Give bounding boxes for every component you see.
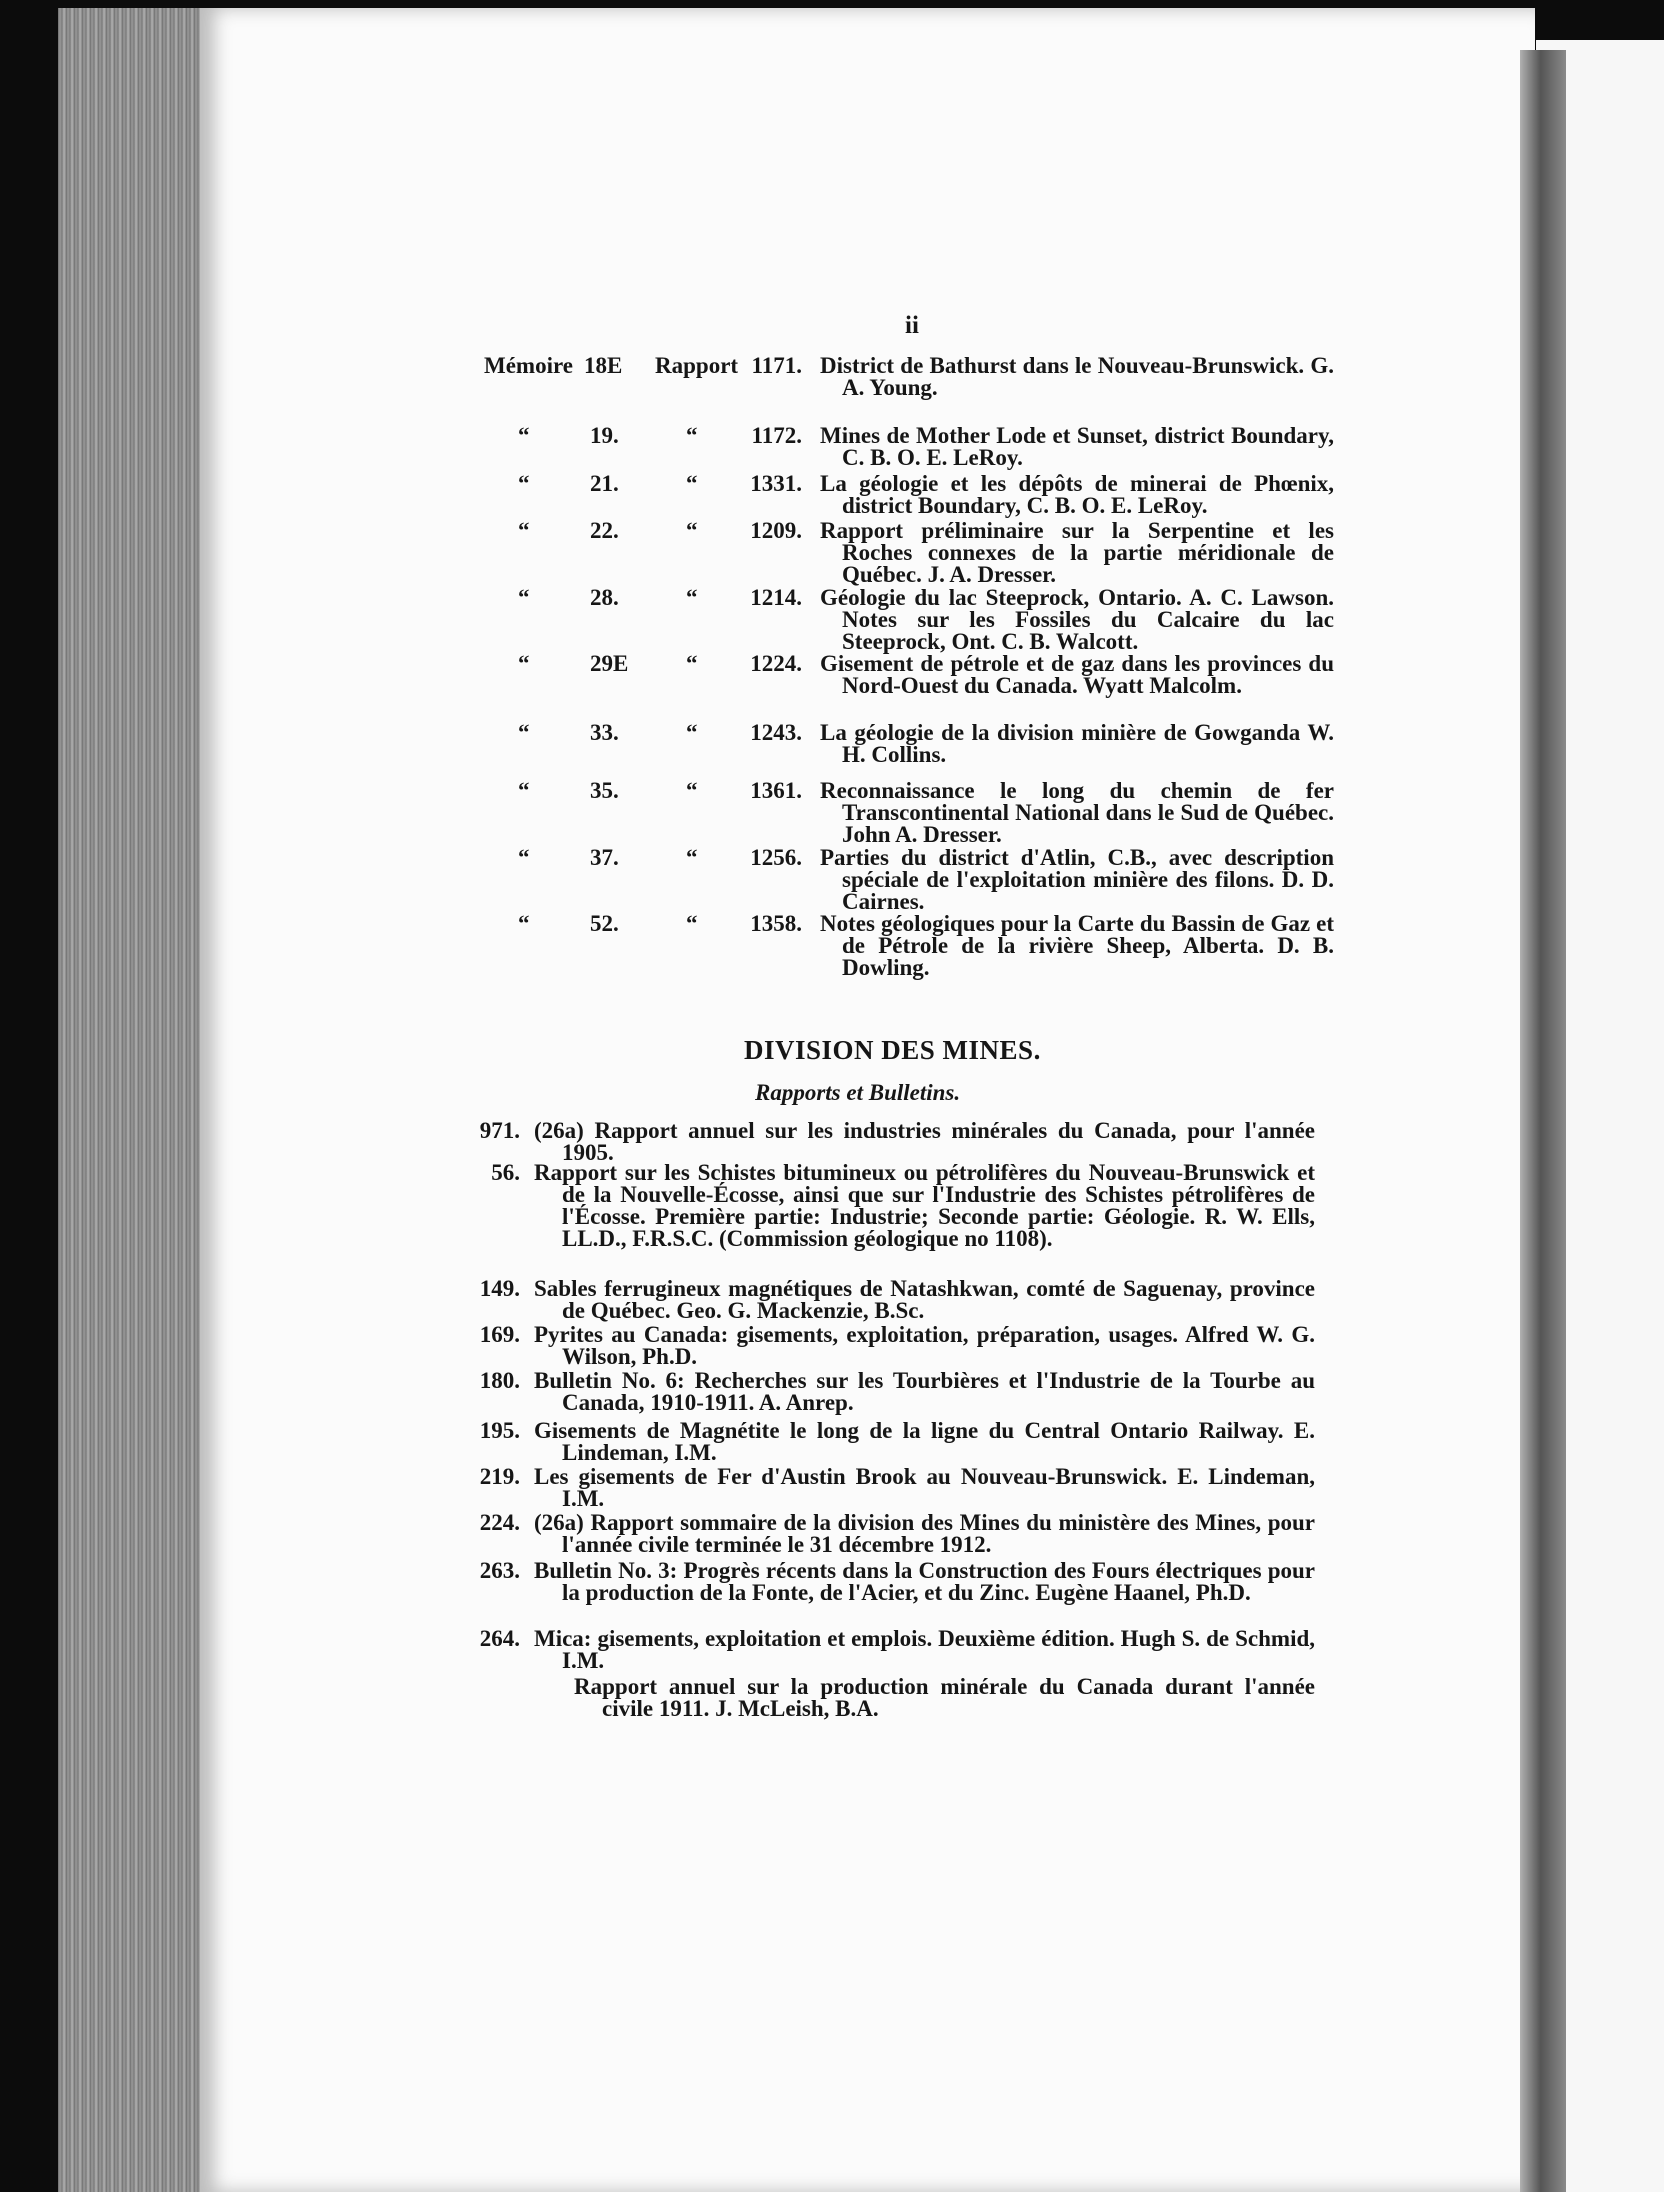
mines-entry (460, 1162, 1315, 1250)
entry-text: (26a) Rapport annuel sur les industries minérales du Canada, pour l'année 1905. (534, 1118, 1315, 1165)
ditto-mark: “ (518, 471, 530, 496)
entry-text: Bulletin No. 3: Progrès récents dans la Construction des Fours électriques pour la production de la Fonte, de l'Acier, et du Zinc. Eugène Haanel, Ph.D. (534, 1558, 1315, 1605)
entry-number: 971. (479, 1118, 520, 1143)
catalogue-entry (484, 913, 1334, 979)
rapport-number: 1243. (750, 720, 802, 745)
mines-entry (460, 1278, 1315, 1322)
rapport-number: 1361. (750, 778, 802, 803)
entry-description: Rapport préliminaire sur la Serpentine et les Roches connexes de la partie méridionale de Québec. J. A. Dresser. (820, 518, 1334, 587)
rapport-number: 1171. (751, 353, 802, 378)
ditto-mark: “ (518, 651, 530, 676)
memoire-number: 37. (590, 845, 619, 870)
ditto-mark: “ (518, 423, 530, 448)
memoire-number: 19. (590, 423, 619, 448)
mines-entry (460, 1370, 1315, 1414)
entry-description: La géologie de la division minière de Gowganda W. H. Collins. (820, 720, 1334, 767)
memoire-number: 21. (590, 471, 619, 496)
entry-text: (26a) Rapport sommaire de la division des Mines du ministère des Mines, pour l'année civile terminée le 31 décembre 1912. (534, 1510, 1315, 1557)
entry-text: Pyrites au Canada: gisements, exploitation, préparation, usages. Alfred W. G. Wilson, Ph.D. (534, 1322, 1315, 1369)
gutter-shadow (1520, 50, 1566, 2192)
entry-number: 224. (479, 1510, 520, 1535)
ditto-mark: “ (518, 845, 530, 870)
ditto-mark: “ (518, 585, 530, 610)
catalogue-entry (484, 780, 1334, 846)
mines-entry (460, 1120, 1315, 1164)
memoire-number: 22. (590, 518, 619, 543)
entry-number: 195. (479, 1418, 520, 1443)
rapport-number: 1331. (750, 471, 802, 496)
entry-text: Mica: gisements, exploitation et emplois. Deuxième édition. Hugh S. de Schmid, I.M. (534, 1626, 1315, 1673)
catalogue-entry (484, 653, 1334, 697)
memoire-label: Mémoire (484, 353, 573, 378)
ditto-mark: “ (518, 778, 530, 803)
entry-description: Géologie du lac Steeprock, Ontario. A. C. Lawson. Notes sur les Fossiles du Calcaire du lac Steeprock, Ont. C. B. Walcott. (820, 585, 1334, 654)
rapport-number: 1172. (751, 423, 802, 448)
section-subtitle: Rapports et Bulletins. (755, 1080, 961, 1105)
rapport-number: 1214. (750, 585, 802, 610)
ditto-mark: “ (518, 720, 530, 745)
entry-number: 263. (479, 1558, 520, 1583)
catalogue-entry (484, 847, 1334, 913)
mines-entry (460, 1466, 1315, 1510)
rapport-number: 1358. (750, 911, 802, 936)
entry-text: Gisements de Magnétite le long de la ligne du Central Ontario Railway. E. Lindeman, I.M. (534, 1418, 1315, 1465)
entry-number: 169. (479, 1322, 520, 1347)
rapport-number: 1256. (750, 845, 802, 870)
entry-description: District de Bathurst dans le Nouveau-Brunswick. G. A. Young. (820, 353, 1334, 400)
ditto-mark: “ (518, 518, 530, 543)
mines-entry (460, 1420, 1315, 1464)
entry-description: Notes géologiques pour la Carte du Bassin de Gaz et de Pétrole de la rivière Sheep, Alberta. D. B. Dowling. (820, 911, 1334, 980)
ditto-mark: “ (518, 911, 530, 936)
memoire-number: 28. (590, 585, 619, 610)
ditto-mark: “ (686, 651, 698, 676)
memoire-number: 18E (584, 353, 623, 378)
ditto-mark: “ (686, 585, 698, 610)
entry-number: 56. (491, 1160, 520, 1185)
mines-entry (460, 1676, 1315, 1720)
entry-description: Gisement de pétrole et de gaz dans les provinces du Nord-Ouest du Canada. Wyatt Malcolm. (820, 651, 1334, 698)
ditto-mark: “ (686, 778, 698, 803)
entry-description: La géologie et les dépôts de minerai de Phœnix, district Boundary, C. B. O. E. LeRoy. (820, 471, 1334, 518)
memoire-number: 29E (590, 651, 629, 676)
entry-description: Parties du district d'Atlin, C.B., avec description spéciale de l'exploitation minière des filons. D. D. Cairnes. (820, 845, 1334, 914)
catalogue-entry (484, 520, 1334, 586)
entry-description: Reconnaissance le long du chemin de fer Transcontinental National dans le Sud de Québec. John A. Dresser. (820, 778, 1334, 847)
ditto-mark: “ (686, 471, 698, 496)
catalogue-entry (484, 473, 1334, 517)
mines-entry (460, 1560, 1315, 1604)
entry-text: Rapport annuel sur la production minérale du Canada durant l'année civile 1911. J. McLeish, B.A. (574, 1674, 1315, 1721)
entry-number: 219. (479, 1464, 520, 1489)
mines-entry (460, 1324, 1315, 1368)
memoire-number: 33. (590, 720, 619, 745)
ditto-mark: “ (686, 911, 698, 936)
ditto-mark: “ (686, 423, 698, 448)
mines-entry (460, 1512, 1315, 1556)
catalogue-entry (484, 425, 1334, 469)
memoire-number: 52. (590, 911, 619, 936)
ditto-mark: “ (686, 845, 698, 870)
ditto-mark: “ (686, 720, 698, 745)
ditto-mark: “ (686, 518, 698, 543)
entry-text: Bulletin No. 6: Recherches sur les Tourbières et l'Industrie de la Tourbe au Canada, 1910-1911. A. Anrep. (534, 1368, 1315, 1415)
rapport-number: 1209. (750, 518, 802, 543)
entry-number: 149. (479, 1276, 520, 1301)
memoire-number: 35. (590, 778, 619, 803)
entry-text: Les gisements de Fer d'Austin Brook au Nouveau-Brunswick. E. Lindeman, I.M. (534, 1464, 1315, 1511)
entry-number: 264. (479, 1626, 520, 1651)
catalogue-entry (484, 587, 1334, 653)
catalogue-entry (484, 355, 1334, 399)
page-number: ii (905, 312, 919, 339)
mines-entry (460, 1628, 1315, 1672)
rapport-number: 1224. (750, 651, 802, 676)
entry-number: 180. (479, 1368, 520, 1393)
page-stack-edge (58, 8, 208, 2192)
entry-description: Mines de Mother Lode et Sunset, district Boundary, C. B. O. E. LeRoy. (820, 423, 1334, 470)
rapport-label: Rapport (655, 353, 739, 378)
catalogue-entry (484, 722, 1334, 766)
section-title: DIVISION DES MINES. (744, 1035, 1041, 1065)
entry-text: Sables ferrugineux magnétiques de Natashkwan, comté de Saguenay, province de Québec. Geo. G. Mackenzie, B.Sc. (534, 1276, 1315, 1323)
entry-text: Rapport sur les Schistes bitumineux ou pétrolifères du Nouveau-Brunswick et de la Nouvelle-Écosse, ainsi que sur l'Industrie des Schistes pétrolifères de l'Écosse. Première partie: Industrie; Seconde partie: Géologie. R. W. Ells, LL.D., F.R.S.C. (Commission géologique no 1108). (534, 1160, 1315, 1251)
